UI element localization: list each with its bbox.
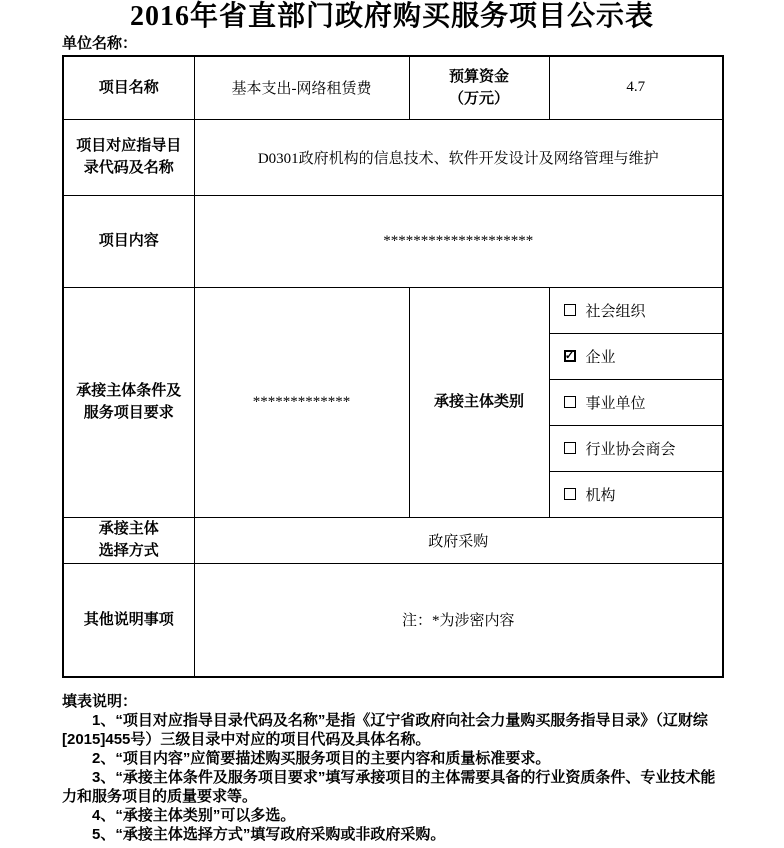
- undertaker-requirements-value: *************: [194, 287, 409, 517]
- catalog-label: [63, 119, 194, 195]
- catalog-label-line2: 录代码及名称: [83, 159, 174, 176]
- checkbox-checked-icon: ✓: [564, 349, 575, 362]
- project-content-label: 项目内容: [63, 195, 194, 287]
- row-selection-method: [63, 517, 723, 563]
- category-row-social-org: [549, 287, 723, 333]
- category-label: 企业: [585, 349, 616, 366]
- undertaker-category-label: 承接主体类别: [409, 287, 549, 517]
- undertaker-requirements-label-line2: 服务项目要求: [83, 404, 174, 421]
- category-label: 社会组织: [585, 303, 646, 320]
- other-notes-value: 注：*为涉密内容: [194, 563, 723, 677]
- category-label: 机构: [585, 487, 616, 504]
- checkbox-icon: [564, 396, 576, 408]
- form-notes-heading: 填表说明：: [62, 693, 138, 710]
- budget-label-line2: （万元）: [448, 89, 509, 107]
- selection-method-label-line1: 承接主体: [98, 520, 159, 537]
- form-note-2: 2、“项目内容”应简要描述购买服务项目的主要内容和质量标准要求。: [92, 750, 551, 767]
- category-row-association: [549, 425, 723, 471]
- undertaker-requirements-label-line1: 承接主体条件及: [76, 382, 182, 399]
- unit-name-label: 单位名称：: [62, 35, 138, 52]
- publicity-form-table: [62, 55, 724, 678]
- budget-label-line1: 预算资金: [448, 67, 509, 85]
- page-title: 2016年省直部门政府购买服务项目公示表: [129, 1, 654, 32]
- budget-value: 4.7: [549, 56, 723, 119]
- form-notes: [62, 692, 724, 844]
- selection-method-label: [63, 517, 194, 563]
- row-other-notes: [63, 563, 723, 677]
- row-project-content: [63, 195, 723, 287]
- project-name-label: 项目名称: [63, 56, 194, 119]
- form-note-3: 3、“承接主体条件及服务项目要求”填写承接项目的主体需要具备的行业资质条件、专业技术能力和服务项目的质量要求等。: [62, 769, 716, 805]
- undertaker-requirements-label: [63, 287, 194, 517]
- selection-method-label-line2: 选择方式: [98, 542, 159, 559]
- category-label: 行业协会商会: [585, 441, 676, 458]
- catalog-label-line1: 项目对应指导目: [76, 137, 182, 154]
- form-note-1: 1、“项目对应指导目录代码及名称”是指《辽宁省政府向社会力量购买服务指导目录》（辽财综[2015]455号）三级目录中对应的项目代码及具体名称。: [62, 712, 708, 748]
- selection-method-value: 政府采购: [194, 517, 723, 563]
- form-note-5: 5、“承接主体选择方式”填写政府采购或非政府采购。: [92, 826, 446, 843]
- row-catalog-code: [63, 119, 723, 195]
- project-name-value: 基本支出-网络租赁费: [194, 56, 409, 119]
- category-label: 事业单位: [585, 395, 646, 412]
- category-row-institution: [549, 379, 723, 425]
- category-row-organization: [549, 471, 723, 517]
- project-content-value: ********************: [194, 195, 723, 287]
- checkbox-icon: [564, 488, 576, 500]
- budget-label: [409, 56, 549, 119]
- checkbox-icon: [564, 442, 576, 454]
- other-notes-label: 其他说明事项: [63, 563, 194, 677]
- checkbox-icon: [564, 304, 576, 316]
- category-row-enterprise: [549, 333, 723, 379]
- form-note-4: 4、“承接主体类别”可以多选。: [92, 807, 296, 824]
- catalog-value: D0301政府机构的信息技术、软件开发设计及网络管理与维护: [194, 119, 723, 195]
- row-undertaker-requirements: [63, 287, 723, 333]
- row-project-name: [63, 56, 723, 119]
